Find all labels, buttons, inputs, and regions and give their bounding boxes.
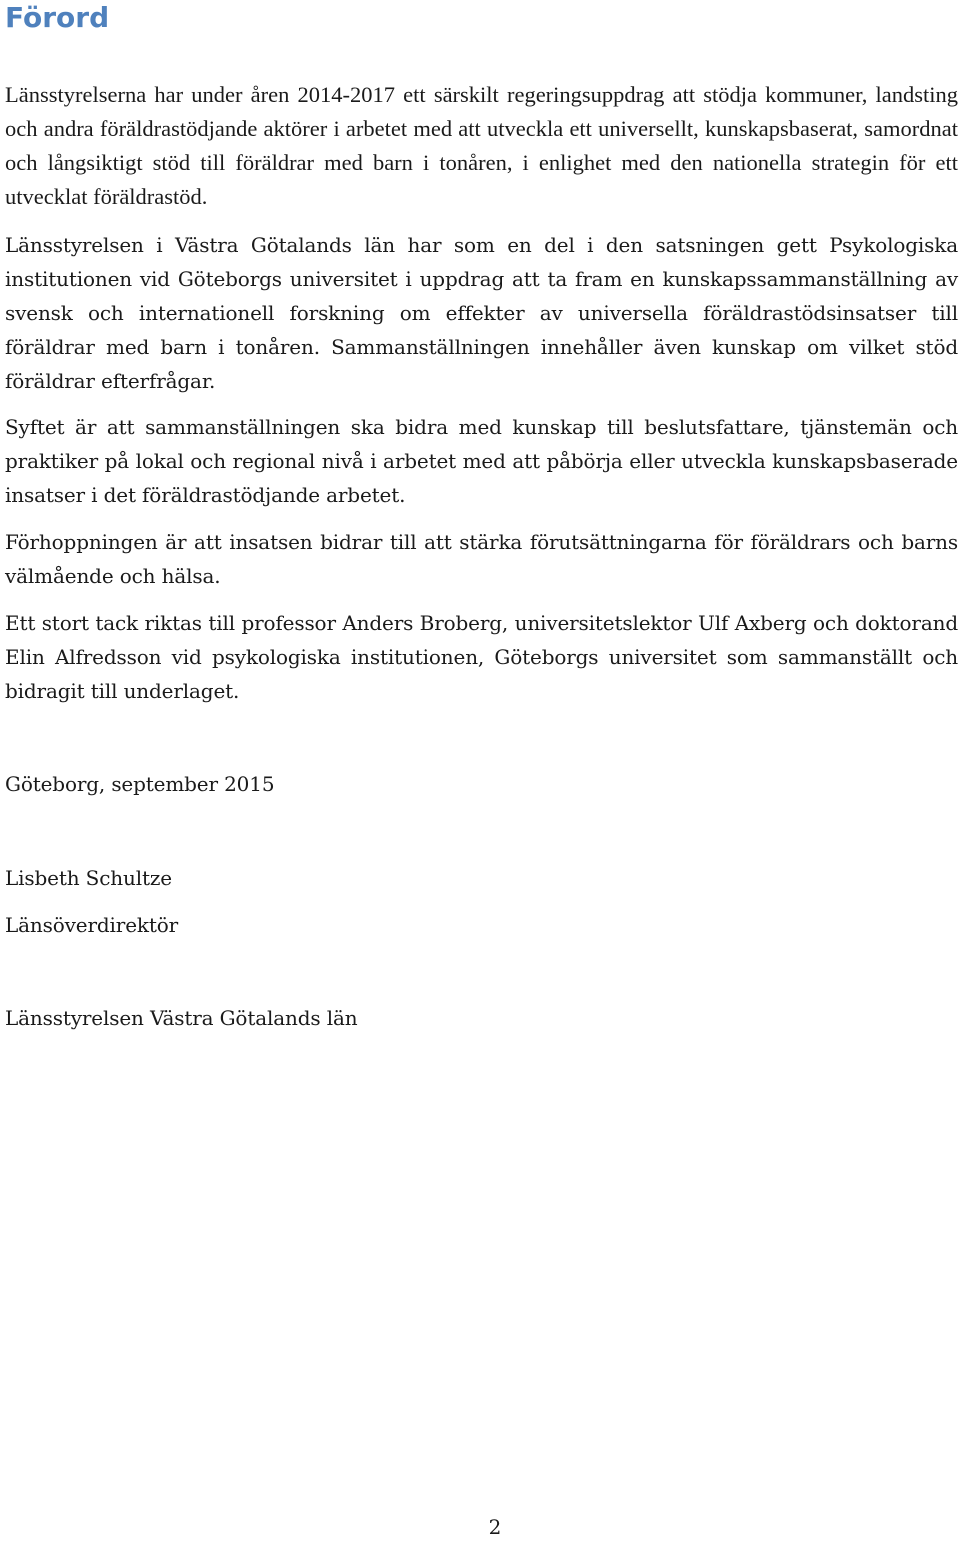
- page-number: 2: [488, 1515, 502, 1539]
- paragraph-intro: Länsstyrelserna har under åren 2014-2017 ett särskilt regeringsuppdrag att stödja kommuner, landsting och andra föräldrastödjande aktörer i arbetet med att utveckla ett universellt, kunskapsbaserat, samordnat och långsiktigt stöd till föräldrar med barn i tonåren, i enlighet med den nationella strategin för ett utvecklat föräldrastöd.: [5, 82, 958, 209]
- paragraph-thanks: Ett stort tack riktas till professor Anders Broberg, universitetslektor Ulf Axberg och doktorand Elin Alfredsson vid psykologiska institutionen, Göteborgs universitet som sammanställt och bidragit till underlaget.: [5, 611, 958, 703]
- paragraph-purpose: Syftet är att sammanställningen ska bidra med kunskap till beslutsfattare, tjänstemän och praktiker på lokal och regional nivå i arbetet med att påbörja eller utveckla kunskapsbaserade insatser i det föräldrastödjande arbetet.: [5, 415, 958, 507]
- page-title: Förord: [5, 1, 110, 34]
- paragraph-assignment: Länsstyrelsen i Västra Götalands län har som en del i den satsningen gett Psykologiska institutionen vid Göteborgs universitet i uppdrag att ta fram en kunskapssammanställning av svensk och internationell forskning om effekter av universella föräldrastödsinsatser till föräldrar med barn i tonåren. Sammanställningen innehåller även kunskap om vilket stöd föräldrar efterfrågar.: [5, 233, 958, 393]
- signer-name: Lisbeth Schultze: [5, 866, 172, 890]
- organisation-name: Länsstyrelsen Västra Götalands län: [5, 1006, 358, 1030]
- place-and-date: Göteborg, september 2015: [5, 772, 275, 796]
- paragraph-hope: Förhoppningen är att insatsen bidrar till att stärka förutsättningarna för föräldrars och barns välmående och hälsa.: [5, 530, 958, 588]
- signer-title: Länsöverdirektör: [5, 913, 179, 937]
